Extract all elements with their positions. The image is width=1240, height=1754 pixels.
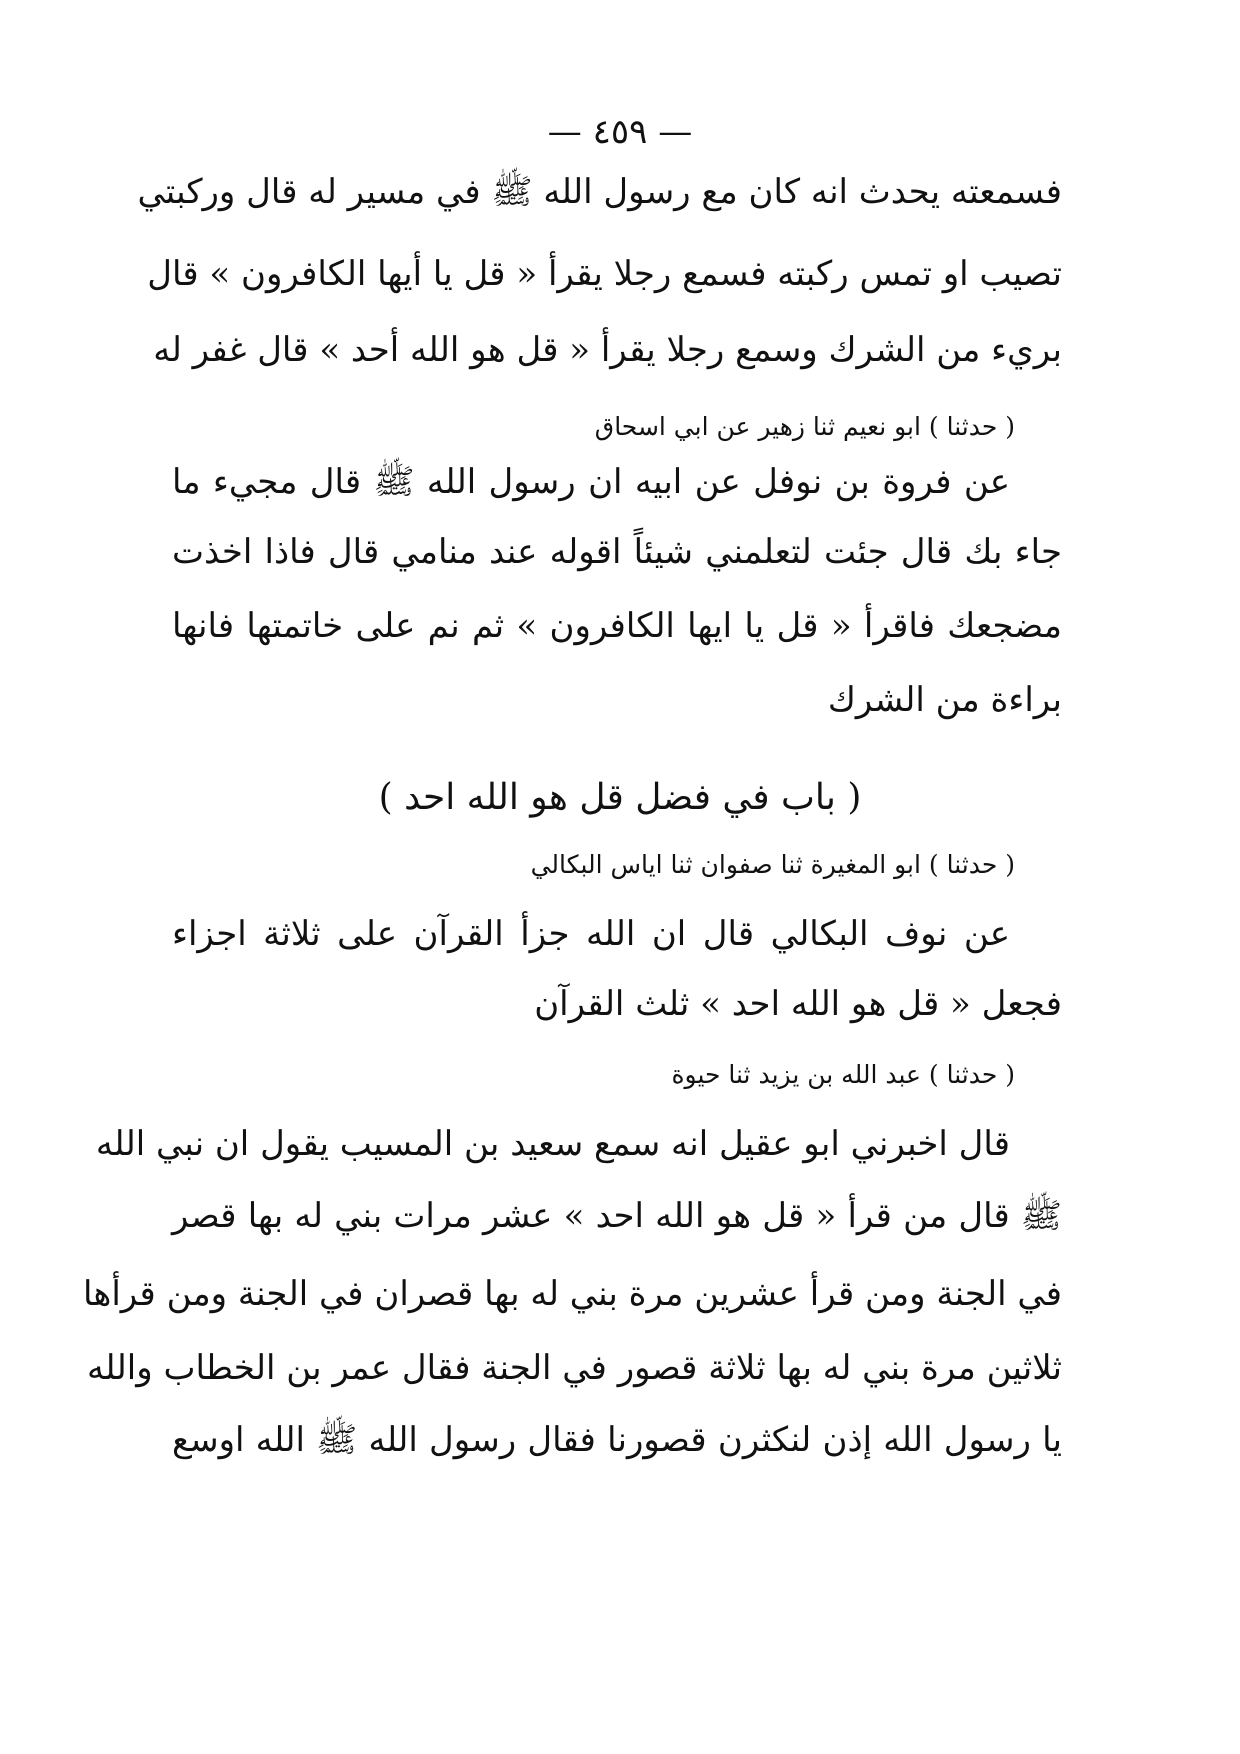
chapter-heading: ( باب في فضل قل هو الله احد ) [378, 777, 862, 818]
text-line: فجعل « قل هو الله احد » ثلث القرآن [534, 984, 1062, 1024]
isnad-line: ( حدثنا ) عبد الله بن يزيد ثنا حيوة [671, 1060, 1015, 1089]
text-line: جاء بك قال جئت لتعلمني شيئاً اقوله عند منامي قال فاذا اخذت [172, 532, 1062, 572]
text-line: يا رسول الله إذن لنكثرن قصورنا فقال رسول الله ﷺ الله اوسع [172, 1420, 1062, 1460]
isnad-line: ( حدثنا ) ابو نعيم ثنا زهير عن ابي اسحاق [594, 412, 1015, 441]
text-line: في الجنة ومن قرأ عشرين مرة بني له بها قصران في الجنة ومن قرأها [83, 1274, 1062, 1314]
text-line: مضجعك فاقرأ « قل يا ايها الكافرون » ثم نم على خاتمتها فانها [172, 606, 1062, 646]
text-line: ثلاثين مرة بني له بها ثلاثة قصور في الجنة فقال عمر بن الخطاب والله [86, 1348, 1062, 1388]
isnad-line: ( حدثنا ) ابو المغيرة ثنا صفوان ثنا اياس البكالي [530, 850, 1015, 879]
text-line: ﷺ قال من قرأ « قل هو الله احد » عشر مرات بني له بها قصر [172, 1196, 1062, 1236]
text-line: براءة من الشرك [827, 680, 1062, 720]
text-line: فسمعته يحدث انه كان مع رسول الله ﷺ في مسير له قال وركبتي [137, 172, 1062, 212]
text-line: عن نوف البكالي قال ان الله جزأ القرآن على ثلاثة اجزاء [172, 914, 1010, 954]
text-line: تصيب او تمس ركبته فسمع رجلا يقرأ « قل يا أيها الكافرون » قال [147, 254, 1062, 294]
text-line: بريء من الشرك وسمع رجلا يقرأ « قل هو الله أحد » قال غفر له [153, 330, 1062, 370]
text-line: قال اخبرني ابو عقيل انه سمع سعيد بن المسيب يقول ان نبي الله [95, 1124, 1010, 1164]
text-line: عن فروة بن نوفل عن ابيه ان رسول الله ﷺ قال مجيء ما [172, 462, 1010, 502]
page-number: — ٤٥٩ — [547, 112, 693, 152]
